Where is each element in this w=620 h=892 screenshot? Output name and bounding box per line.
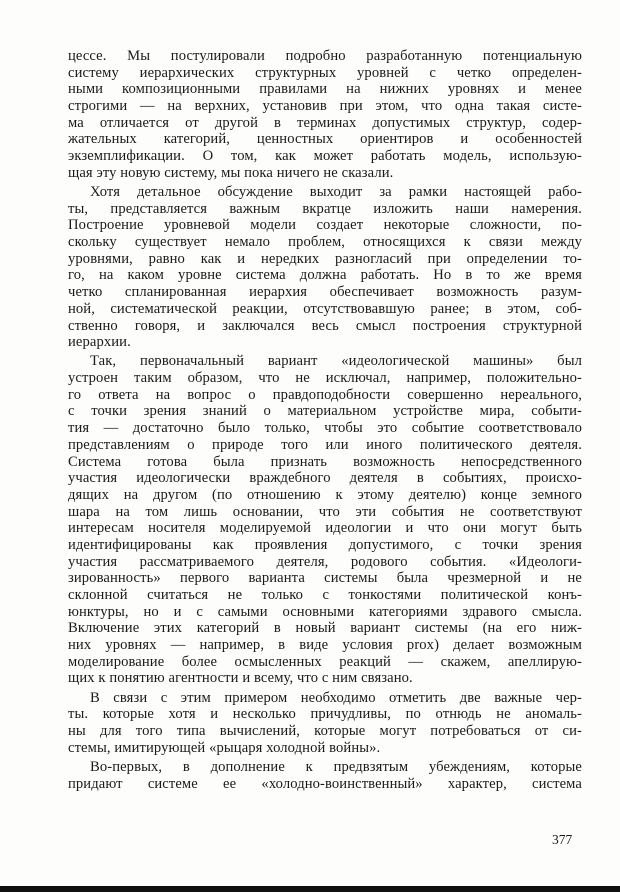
text-line: с точки зрения знаний о материальном устройстве мира, событи- [68,403,582,420]
text-line: зированность» первого варианта системы была чрезмерной и не [68,570,582,587]
text-line: иерархии. [68,334,131,351]
text-line: щих к понятию агентности и всему, что с ним связано. [68,670,413,687]
text-line: экземплификации. О том, как может работать модель, использую- [68,148,582,165]
text-line: Построение уровневой модели создает некоторые сложности, по- [68,217,582,234]
text-line: В связи с этим примером необходимо отметить две важные чер- [90,689,582,706]
text-line: ной, систематической реакции, отсутствовавшую ранее; в этом, соб- [68,300,582,317]
text-line: щая эту новую систему, мы пока ничего не сказали. [68,164,394,181]
scan-edge [0,886,620,892]
text-line: Так, первоначальный вариант «идеологической машины» был [90,353,582,370]
text-line: представлениям о природе того или иного политического деятеля. [68,436,582,453]
text-line: строгими — на верхних, установив при этом, что одна такая систе- [68,98,582,115]
text-line: придают системе ее «холодно-воинственный» характер, система [68,775,582,792]
text-line: ными композиционными правилами на нижних уровнях и менее [68,81,582,98]
text-line: цессе. Мы постулировали подробно разработанную потенциальную [68,48,582,64]
text-line: участия идеологически враждебного деятеля в событиях, происхо- [68,470,582,487]
text-line: стемы, имитирующей «рыцаря холодной войны». [68,739,381,756]
text-line: идентифицированы как проявления допустимого, с точки зрения [68,536,582,553]
text-line: дящих на другом (по отношению к этому деятелю) конце земного [68,486,582,503]
text-line: го, на каком уровне система должна работать. Но в то же время [68,267,582,284]
text-line: скольку существует немало проблем, относящихся к связи между [68,234,582,251]
text-line: Включение этих категорий в новый вариант системы (на его ниж- [68,620,582,637]
text-line: интересам носителя моделируемой идеологии и что они могут быть [68,520,582,537]
text-line: ты. которые хотя и несколько причудливы, по отнюдь не аномаль- [68,706,582,723]
text-line: юнктуры, но и с самыми основными категориями здравого смысла. [68,603,582,620]
text-line: склонной считаться не только с тонкостями политической конъ- [68,587,582,603]
text-line: устроен таким образом, что не исключал, например, положительно- [68,370,582,387]
text-line: ственно говоря, и заключался весь смысл построения структурной [68,317,582,334]
page-body [68,48,582,792]
text-line: Во-первых, в дополнение к предвзятым убеждениям, которые [90,758,582,775]
text-line: Система готова была признать возможность непосредственного [68,453,582,470]
text-line: го ответа на вопрос о правдоподобности совершенно нереального, [68,386,582,403]
text-line: участия рассматриваемого деятеля, родового события. «Идеологи- [68,553,582,570]
paragraph [68,48,582,182]
page-number: 377 [552,832,573,847]
text-line: ны для того типа вычислений, которые могут потребоваться от си- [68,723,582,739]
text-line: тия — достаточно было только, чтобы это событие соответствовало [68,420,582,437]
text-line: уровнями, равно как и нередких разногласий при определении то- [68,250,582,267]
text-line: четко спланированная иерархия обеспечивает возможность разум- [68,284,582,301]
text-line: них уровнях — например, в виде условия prox) делает возможным [68,637,582,654]
text-line: ты, представляется важным вкратце изложить наши намерения. [68,200,582,217]
text-line: моделирование более осмысленных реакций — скажем, апеллирую- [68,653,582,670]
text-line: систему иерархических структурных уровней с четко определен- [68,64,582,81]
paragraph [68,759,582,792]
paragraph [68,690,582,757]
text-line: ма отличается от другой в терминах допустимых структур, содер- [68,114,582,131]
text-line: жательных категорий, ценностных ориентиров и особенностей [68,131,582,148]
paragraph [68,353,582,687]
paragraph [68,184,582,351]
text-line: Хотя детальное обсуждение выходит за рамки настоящей рабо- [90,184,582,200]
text-line: шара на том лишь основании, что эти события не соответствуют [68,503,582,520]
